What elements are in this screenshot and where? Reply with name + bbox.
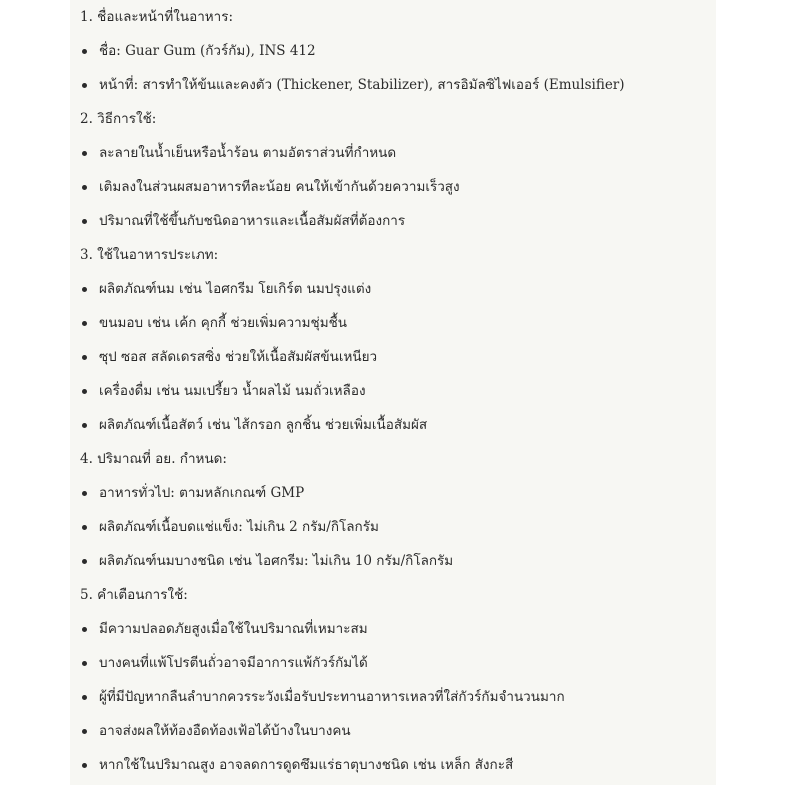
bullet-icon (82, 559, 87, 564)
list-item-text: เครื่องดื่ม เช่น นมเปรี้ยว น้ำผลไม้ นมถั่วเหลือง (99, 383, 366, 399)
bullet-icon (82, 763, 87, 768)
list-item (80, 748, 716, 782)
list-item (80, 204, 716, 238)
bullet-icon (82, 729, 87, 734)
document-content (80, 0, 716, 782)
section-food-types (80, 238, 716, 442)
list-item-text: ผลิตภัณฑ์เนื้อบดแช่แข็ง: ไม่เกิน 2 กรัม/กิโลกรัม (99, 519, 379, 535)
bullet-list (80, 34, 716, 102)
bullet-icon (82, 661, 87, 666)
bullet-icon (82, 151, 87, 156)
section-heading: 1. ชื่อและหน้าที่ในอาหาร: (80, 9, 234, 25)
list-item-text: อาจส่งผลให้ท้องอืดท้องเฟ้อได้บ้างในบางคน (99, 723, 351, 739)
list-item-text: มีความปลอดภัยสูงเมื่อใช้ในปริมาณที่เหมาะสม (99, 621, 368, 637)
bullet-list (80, 476, 716, 578)
list-item-text: ซุป ซอส สลัดเดรสซิ่ง ช่วยให้เนื้อสัมผัสข้นเหนียว (99, 349, 378, 365)
list-item (80, 510, 716, 544)
list-item (80, 306, 716, 340)
list-item-text: ชื่อ: Guar Gum (กัวร์กัม), INS 412 (99, 43, 316, 59)
section-heading: 3. ใช้ในอาหารประเภท: (80, 247, 219, 263)
list-item-text: หากใช้ในปริมาณสูง อาจลดการดูดซึมแร่ธาตุบางชนิด เช่น เหล็ก สังกะสี (99, 757, 514, 773)
document-panel (70, 0, 716, 785)
list-item (80, 680, 716, 714)
list-item-text: บางคนที่แพ้โปรตีนถั่วอาจมีอาการแพ้กัวร์กัมได้ (99, 655, 368, 671)
bullet-icon (82, 423, 87, 428)
bullet-list (80, 272, 716, 442)
bullet-icon (82, 355, 87, 360)
list-item (80, 170, 716, 204)
list-item (80, 544, 716, 578)
section-warnings (80, 578, 716, 782)
bullet-icon (82, 491, 87, 496)
bullet-icon (82, 695, 87, 700)
bullet-icon (82, 627, 87, 632)
section-heading: 2. วิธีการใช้: (80, 111, 157, 127)
section-usage (80, 102, 716, 238)
list-item (80, 68, 716, 102)
list-item (80, 646, 716, 680)
list-item (80, 272, 716, 306)
bullet-icon (82, 219, 87, 224)
bullet-list (80, 136, 716, 238)
bullet-icon (82, 389, 87, 394)
bullet-list (80, 612, 716, 782)
list-item (80, 476, 716, 510)
list-item-text: ปริมาณที่ใช้ขึ้นกับชนิดอาหารและเนื้อสัมผัสที่ต้องการ (99, 213, 406, 229)
bullet-icon (82, 525, 87, 530)
bullet-icon (82, 321, 87, 326)
bullet-icon (82, 83, 87, 88)
list-item (80, 340, 716, 374)
list-item-text: หน้าที่: สารทำให้ข้นและคงตัว (Thickener, Stabilizer), สารอิมัลซิไฟเออร์ (Emulsifier) (99, 77, 625, 93)
list-item-text: อาหารทั่วไป: ตามหลักเกณฑ์ GMP (99, 485, 305, 501)
list-item (80, 136, 716, 170)
list-item (80, 714, 716, 748)
section-names-functions (80, 0, 716, 102)
section-heading: 4. ปริมาณที่ อย. กำหนด: (80, 451, 227, 467)
section-fda-limits (80, 442, 716, 578)
bullet-icon (82, 185, 87, 190)
list-item (80, 34, 716, 68)
list-item-text: ขนมอบ เช่น เค้ก คุกกี้ ช่วยเพิ่มความชุ่มชื้น (99, 315, 348, 331)
bullet-icon (82, 287, 87, 292)
list-item-text: ผลิตภัณฑ์เนื้อสัตว์ เช่น ไส้กรอก ลูกชิ้น ช่วยเพิ่มเนื้อสัมผัส (99, 417, 428, 433)
list-item-text: ละลายในน้ำเย็นหรือน้ำร้อน ตามอัตราส่วนที่กำหนด (99, 145, 397, 161)
list-item-text: เติมลงในส่วนผสมอาหารทีละน้อย คนให้เข้ากันด้วยความเร็วสูง (99, 179, 460, 195)
list-item-text: ผลิตภัณฑ์นมบางชนิด เช่น ไอศกรีม: ไม่เกิน 10 กรัม/กิโลกรัม (99, 553, 454, 569)
list-item-text: ผู้ที่มีปัญหากลืนลำบากควรระวังเมื่อรับประทานอาหารเหลวที่ใส่กัวร์กัมจำนวนมาก (99, 689, 565, 705)
list-item (80, 612, 716, 646)
list-item (80, 408, 716, 442)
list-item (80, 374, 716, 408)
bullet-icon (82, 49, 87, 54)
section-heading: 5. คำเตือนการใช้: (80, 587, 188, 603)
list-item-text: ผลิตภัณฑ์นม เช่น ไอศกรีม โยเกิร์ต นมปรุงแต่ง (99, 281, 372, 297)
